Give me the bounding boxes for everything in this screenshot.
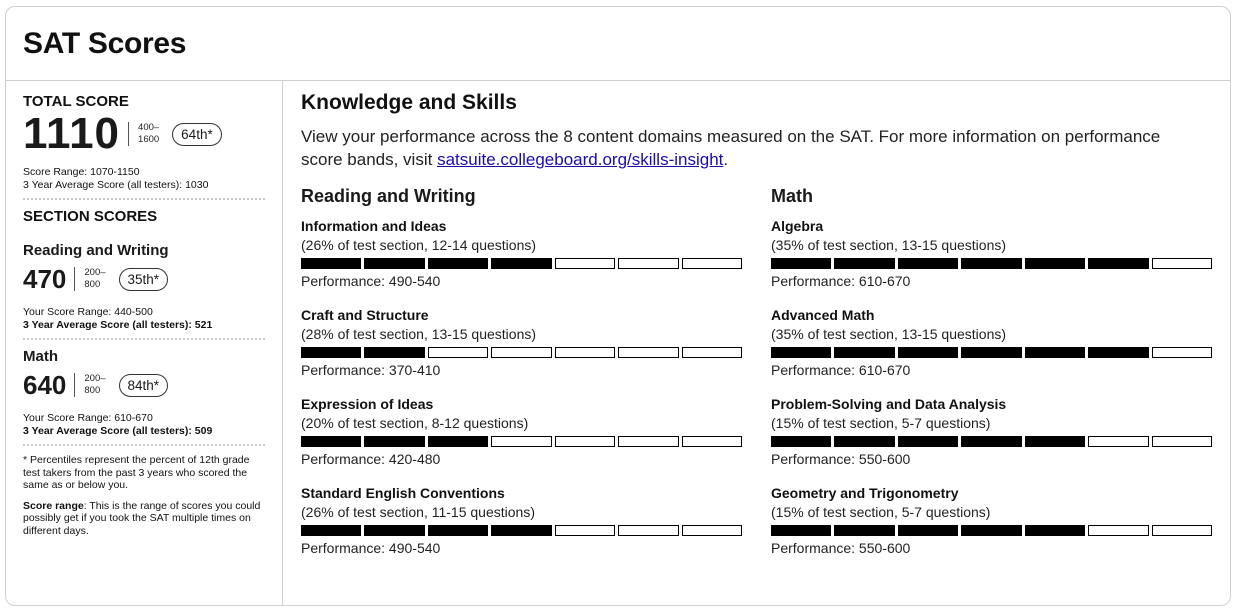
section-score-range: Your Score Range: 610-670 xyxy=(23,412,153,424)
performance-segment-filled xyxy=(961,525,1021,536)
performance-segment-filled xyxy=(1025,436,1085,447)
total-avg-score: 3 Year Average Score (all testers): 1030 xyxy=(23,179,209,191)
domain-performance: Performance: 490-540 xyxy=(301,540,441,556)
domain-performance: Performance: 610-670 xyxy=(771,362,911,378)
performance-segment-filled xyxy=(771,525,831,536)
performance-segment-filled xyxy=(428,258,488,269)
total-percentile-badge: 64th* xyxy=(172,123,222,146)
performance-bar xyxy=(301,525,742,536)
performance-bar xyxy=(771,347,1212,358)
performance-segment-filled xyxy=(491,258,551,269)
domain-name: Standard English Conventions xyxy=(301,485,505,501)
column-title: Math xyxy=(771,186,813,206)
performance-segment-empty xyxy=(682,347,742,358)
performance-segment-filled xyxy=(834,347,894,358)
domain-weight: (20% of test section, 8-12 questions) xyxy=(301,415,529,431)
section-reading-writing xyxy=(23,242,265,332)
domain-name: Advanced Math xyxy=(771,307,875,323)
sat-scores-card xyxy=(5,6,1231,606)
section-score-value: 640 xyxy=(23,370,67,400)
card-header xyxy=(6,7,1230,81)
scale-max: 800 xyxy=(84,279,101,290)
performance-bar xyxy=(771,258,1212,269)
section-avg-score: 3 Year Average Score (all testers): 509 xyxy=(23,425,213,437)
domain-name: Problem-Solving and Data Analysis xyxy=(771,396,1007,412)
domain-weight: (26% of test section, 11-15 questions) xyxy=(301,504,535,520)
domain-block xyxy=(301,485,746,574)
performance-segment-filled xyxy=(961,347,1021,358)
total-score-scale xyxy=(128,122,159,146)
scale-max: 1600 xyxy=(138,134,160,145)
domain-name: Algebra xyxy=(771,218,824,234)
domain-weight: (28% of test section, 13-15 questions) xyxy=(301,326,537,342)
domain-name: Geometry and Trigonometry xyxy=(771,485,959,501)
performance-segment-filled xyxy=(301,436,361,447)
score-range-definition: : This is the range of scores you could possibly get if you took the SAT multiple times on different days. xyxy=(23,499,261,537)
section-score-row xyxy=(23,266,265,292)
performance-bar xyxy=(771,525,1212,536)
section-score-scale xyxy=(74,373,105,397)
skills-title: Knowledge and Skills xyxy=(301,91,517,114)
section-name: Reading and Writing xyxy=(23,242,169,259)
domain-name: Expression of Ideas xyxy=(301,396,434,412)
performance-segment-filled xyxy=(1025,525,1085,536)
performance-segment-filled xyxy=(428,436,488,447)
performance-segment-filled xyxy=(898,525,958,536)
domain-performance: Performance: 420-480 xyxy=(301,451,441,467)
total-score-value: 1110 xyxy=(23,109,121,158)
domain-block xyxy=(771,396,1216,485)
performance-segment-empty xyxy=(1152,347,1212,358)
divider xyxy=(23,338,265,340)
performance-segment-filled xyxy=(301,258,361,269)
performance-bar xyxy=(301,436,742,447)
knowledge-skills-panel xyxy=(284,81,1230,605)
divider xyxy=(23,444,265,446)
domain-block xyxy=(301,396,746,485)
domain-block xyxy=(301,218,746,307)
section-avg-score: 3 Year Average Score (all testers): 521 xyxy=(23,319,213,331)
performance-segment-filled xyxy=(898,347,958,358)
section-percentile-badge: 35th* xyxy=(119,268,169,291)
section-math xyxy=(23,348,265,438)
performance-segment-filled xyxy=(1088,258,1148,269)
domain-block xyxy=(771,485,1216,574)
performance-segment-filled xyxy=(1088,347,1148,358)
math-domains xyxy=(771,186,1216,574)
performance-bar xyxy=(301,347,742,358)
performance-segment-empty xyxy=(428,347,488,358)
domain-name: Craft and Structure xyxy=(301,307,429,323)
percentile-footnote: * Percentiles represent the percent of 12th grade test takers from the past 3 years who scored the same as or below you. xyxy=(23,454,250,491)
section-percentile-badge: 84th* xyxy=(119,374,169,397)
performance-segment-empty xyxy=(1088,525,1148,536)
performance-segment-filled xyxy=(364,525,424,536)
performance-segment-empty xyxy=(682,525,742,536)
skills-intro-text: View your performance across the 8 content domains measured on the SAT. For more information on performance score bands, visit xyxy=(301,127,1161,169)
performance-segment-filled xyxy=(834,436,894,447)
scale-min: 400– xyxy=(138,122,160,133)
performance-segment-filled xyxy=(961,436,1021,447)
section-scores-label: SECTION SCORES xyxy=(23,208,158,225)
performance-segment-empty xyxy=(618,347,678,358)
performance-segment-empty xyxy=(555,525,615,536)
performance-segment-empty xyxy=(1152,525,1212,536)
skills-intro xyxy=(301,125,1201,171)
domain-name: Information and Ideas xyxy=(301,218,447,234)
reading-writing-domains xyxy=(301,186,746,574)
performance-segment-filled xyxy=(301,525,361,536)
domain-weight: (35% of test section, 13-15 questions) xyxy=(771,326,1007,342)
performance-segment-filled xyxy=(898,436,958,447)
performance-segment-empty xyxy=(682,258,742,269)
performance-segment-filled xyxy=(771,258,831,269)
score-range-term: Score range xyxy=(23,499,84,512)
domain-block xyxy=(771,307,1216,396)
skills-insight-link[interactable]: satsuite.collegeboard.org/skills-insight xyxy=(437,150,724,169)
column-title: Reading and Writing xyxy=(301,186,476,206)
domain-block xyxy=(771,218,1216,307)
scale-min: 200– xyxy=(84,267,106,278)
domain-weight: (15% of test section, 5-7 questions) xyxy=(771,504,991,520)
section-score-row xyxy=(23,372,265,398)
performance-segment-empty xyxy=(618,258,678,269)
performance-segment-empty xyxy=(682,436,742,447)
performance-segment-empty xyxy=(491,436,551,447)
scale-min: 200– xyxy=(84,373,106,384)
performance-segment-filled xyxy=(834,525,894,536)
performance-segment-filled xyxy=(364,347,424,358)
domain-performance: Performance: 490-540 xyxy=(301,273,441,289)
performance-bar xyxy=(771,436,1212,447)
score-range-footnote xyxy=(23,500,265,538)
scale-max: 800 xyxy=(84,385,101,396)
section-score-value: 470 xyxy=(23,264,67,294)
section-score-range: Your Score Range: 440-500 xyxy=(23,306,153,318)
performance-segment-empty xyxy=(1152,436,1212,447)
domain-weight: (26% of test section, 12-14 questions) xyxy=(301,237,537,253)
domain-performance: Performance: 610-670 xyxy=(771,273,911,289)
performance-bar xyxy=(301,258,742,269)
performance-segment-empty xyxy=(1152,258,1212,269)
score-summary-panel xyxy=(6,81,283,605)
domain-block xyxy=(301,307,746,396)
performance-segment-empty xyxy=(555,347,615,358)
performance-segment-filled xyxy=(364,436,424,447)
total-score-row xyxy=(23,109,265,158)
domain-performance: Performance: 550-600 xyxy=(771,451,911,467)
performance-segment-filled xyxy=(1025,258,1085,269)
performance-segment-filled xyxy=(771,436,831,447)
page-title: SAT Scores xyxy=(23,26,187,60)
performance-segment-filled xyxy=(898,258,958,269)
performance-segment-filled xyxy=(834,258,894,269)
skills-intro-end: . xyxy=(723,150,729,169)
performance-segment-empty xyxy=(555,436,615,447)
total-score-range: Score Range: 1070-1150 xyxy=(23,166,140,178)
performance-segment-filled xyxy=(301,347,361,358)
domain-performance: Performance: 370-410 xyxy=(301,362,441,378)
performance-segment-filled xyxy=(428,525,488,536)
total-score-label: TOTAL SCORE xyxy=(23,93,129,110)
performance-segment-empty xyxy=(555,258,615,269)
performance-segment-filled xyxy=(1025,347,1085,358)
section-name: Math xyxy=(23,348,58,365)
performance-segment-empty xyxy=(618,436,678,447)
domain-performance: Performance: 550-600 xyxy=(771,540,911,556)
performance-segment-filled xyxy=(491,525,551,536)
domain-weight: (35% of test section, 13-15 questions) xyxy=(771,237,1007,253)
performance-segment-filled xyxy=(961,258,1021,269)
divider xyxy=(23,198,265,200)
performance-segment-empty xyxy=(491,347,551,358)
section-score-scale xyxy=(74,267,105,291)
domain-weight: (15% of test section, 5-7 questions) xyxy=(771,415,991,431)
performance-segment-empty xyxy=(618,525,678,536)
performance-segment-filled xyxy=(771,347,831,358)
performance-segment-empty xyxy=(1088,436,1148,447)
performance-segment-filled xyxy=(364,258,424,269)
